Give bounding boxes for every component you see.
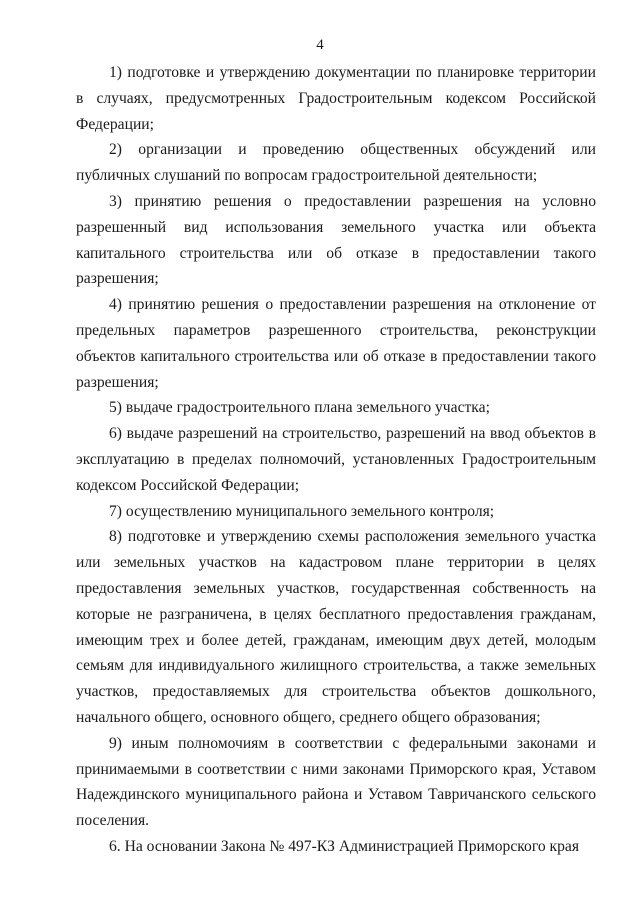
paragraph-item-2: 2) организации и проведению общественных обсуждений или публичных слушаний по вопросам градостроительной деятельности; <box>76 141 596 185</box>
document-body <box>76 60 596 860</box>
paragraph-item-9: 9) иным полномочиям в соответствии с федеральными законами и принимаемыми в соответствии с ними законами Приморского края, Уставом Надеждинского муниципального района и Уставом Тавричанского сельского поселения. <box>76 734 596 830</box>
paragraph-item-7: 7) осуществлению муниципального земельного контроля; <box>109 502 495 520</box>
paragraph-item-8: 8) подготовке и утверждению схемы расположения земельного участка или земельных участков на кадастровом плане территории в целях предоставления земельных участков, государственная собственность на которые не разграничена, в целях бесплатного предоставления гражданам, имеющим трех и более детей, гражданам, имеющим двух детей, молодым семьям для индивидуального жилищного строительства, а также земельных участков, предоставляемых для строительства объектов дошкольного, начального общего, основного общего, среднего общего образования; <box>76 528 596 726</box>
paragraph-item-6: 6) выдаче разрешений на строительство, разрешений на ввод объектов в эксплуатацию в пределах полномочий, установленных Градостроительным кодексом Российской Федерации; <box>76 425 596 494</box>
paragraph-item-5: 5) выдаче градостроительного плана земельного участка; <box>109 399 490 417</box>
paragraph-section-6: 6. На основании Закона № 497-КЗ Администрацией Приморского края <box>109 837 580 855</box>
paragraph-item-1: 1) подготовке и утверждению документации по планировке территории в случаях, предусмотренных Градостроительным кодексом Российской Федерации; <box>76 64 596 133</box>
page-number: 4 <box>316 37 324 53</box>
paragraph-item-3: 3) принятию решения о предоставлении разрешения на условно разрешенный вид использования земельного участка или объекта капитального строительства или об отказе в предоставлении такого разрешения; <box>76 192 596 288</box>
paragraph-item-4: 4) принятию решения о предоставлении разрешения на отклонение от предельных параметров разрешенного строительства, реконструкции объектов капитального строительства или об отказе в предоставлении такого разрешения; <box>76 296 596 391</box>
